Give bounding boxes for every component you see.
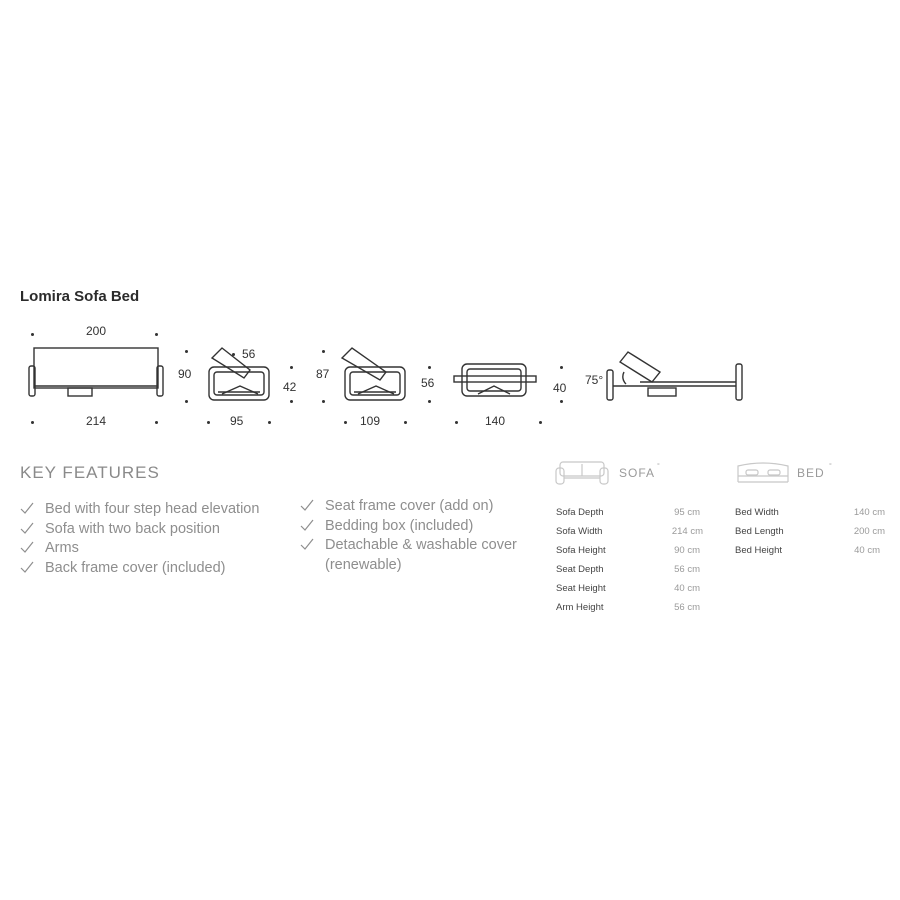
dimension-marker [155,333,158,336]
spec-label: Arm Height [556,602,604,613]
dim-sofa-width-top: 200 [86,324,107,338]
spec-value: 214 cm [671,526,703,537]
feature-text: Back frame cover (included) [45,559,226,576]
dimension-marker [232,353,235,356]
feature-text: Bed with four step head elevation [45,501,260,517]
sofa-spec-note-marker: ° [657,463,660,470]
dimension-marker [539,421,542,424]
dim-angle: 75° [585,373,604,387]
sofa-front-drawing [29,348,163,396]
spec-value: 200 cm [853,526,885,537]
spec-label: Sofa Height [556,545,606,556]
dimension-marker [404,421,407,424]
bed-side-drawing [607,352,742,400]
dimension-marker [344,421,347,424]
dimension-marker [560,366,563,369]
feature-text: Bedding box (included) [325,517,474,534]
dim-sofa-width-bottom: 214 [86,414,107,428]
feature-item [300,497,530,517]
spec-label: Bed Width [735,507,779,518]
spec-label: Bed Height [735,545,783,556]
check-icon [20,539,34,555]
feature-text: Sofa with two back position [45,520,220,537]
feature-text: Seat frame cover (add on) [325,498,494,514]
dimension-marker [290,400,293,403]
spec-value: 90 cm [674,545,700,556]
dimension-marker [31,333,34,336]
spec-value: 56 cm [674,602,700,613]
spec-value: 40 cm [674,583,700,594]
spec-value: 95 cm [674,507,700,518]
check-icon [300,536,314,552]
feature-item [300,536,530,575]
spec-value: 56 cm [674,564,700,575]
dimension-marker [185,400,188,403]
dimension-marker [322,350,325,353]
check-icon [300,497,314,513]
dim-bed-height: 40 [553,381,567,395]
feature-item [20,520,260,540]
dimension-marker [155,421,158,424]
check-icon [300,517,314,533]
check-icon [20,559,34,575]
feature-item [20,559,260,579]
bed-front-drawing [454,364,536,396]
feature-item [300,517,530,537]
dimension-marker [455,421,458,424]
sofa-side-drawing [209,348,269,400]
dimension-marker [428,400,431,403]
dimension-marker [290,366,293,369]
bed-icon [734,458,792,488]
dim-seat-depth: 56 [421,376,435,390]
dimension-marker [268,421,271,424]
features-list-2 [300,497,530,575]
dimension-marker [31,421,34,424]
dim-recline-depth: 109 [360,414,381,428]
feature-text: Detachable & washable cover (renewable) [325,537,517,573]
dimension-marker [322,400,325,403]
sofa-icon [554,458,610,488]
bed-spec-heading: BED [797,466,825,480]
dim-side-depth: 95 [230,414,244,428]
check-icon [20,500,34,516]
dimension-marker [207,421,210,424]
product-title: Lomira Sofa Bed [20,288,140,305]
feature-item [20,500,260,520]
spec-label: Seat Height [556,583,606,594]
dimension-marker [428,366,431,369]
bed-spec-note-marker: ° [829,463,832,470]
dim-seat-height-small: 42 [283,380,297,394]
dim-back-height: 87 [316,367,330,381]
spec-label: Sofa Width [556,526,603,537]
features-list-1 [20,500,260,578]
feature-text: Arms [45,540,79,556]
spec-label: Bed Length [735,526,784,537]
spec-value: 40 cm [854,545,880,556]
sofa-bed-dimension-drawings [0,0,900,440]
spec-label: Sofa Depth [556,507,604,518]
check-icon [20,520,34,536]
key-features-heading: KEY FEATURES [20,463,160,482]
dimension-marker [185,350,188,353]
dim-arm-height: 56 [242,347,256,361]
sofa-spec-heading: SOFA [619,466,656,480]
sofa-recline-drawing [342,348,405,400]
spec-label: Seat Depth [556,564,604,575]
dimension-marker [560,400,563,403]
dim-sofa-height: 90 [178,367,192,381]
dim-bed-width: 140 [485,414,506,428]
feature-item [20,539,260,559]
spec-value: 140 cm [853,507,885,518]
